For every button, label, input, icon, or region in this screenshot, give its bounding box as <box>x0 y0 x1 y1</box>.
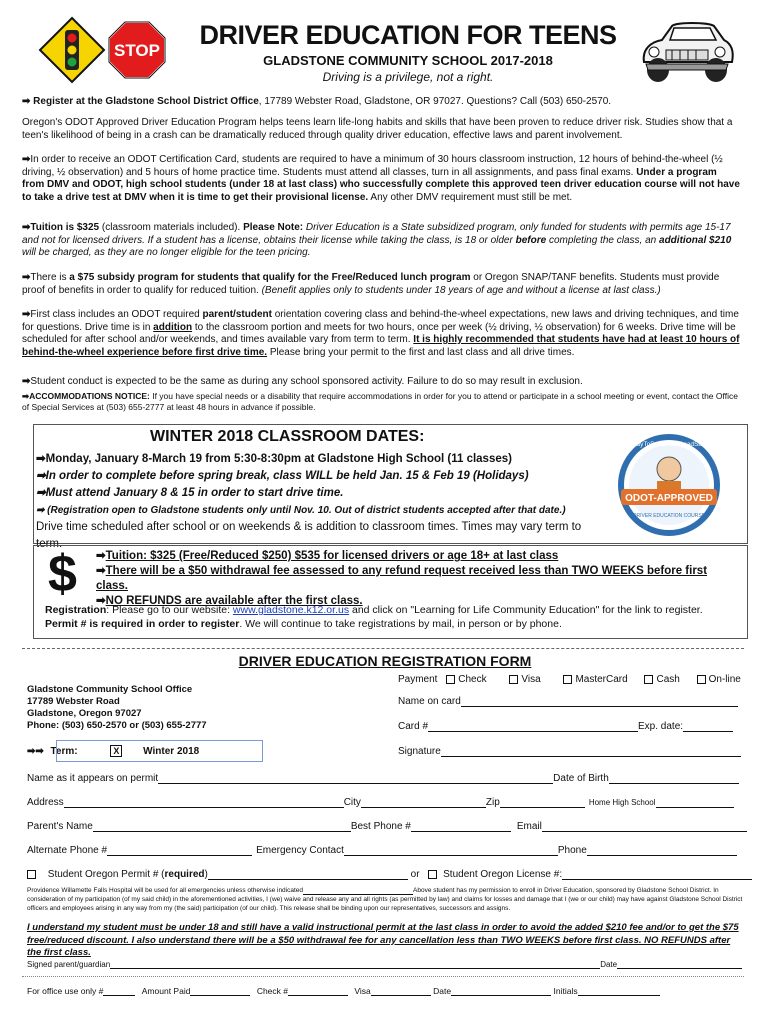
badge-main-text: ODOT-APPROVED <box>625 493 713 504</box>
website-link[interactable]: www.gladstone.k12.or.us <box>232 604 350 616</box>
name-on-card-field[interactable]: Name on card <box>398 696 738 707</box>
odot-approved-badge-icon <box>607 433 731 537</box>
form-title: DRIVER EDUCATION REGISTRATION FORM <box>238 653 532 669</box>
dollar-sign-icon: $ <box>48 545 77 603</box>
check-checkbox[interactable] <box>446 675 455 684</box>
arrow-icon: ➡ <box>36 505 45 516</box>
stop-sign-text: STOP <box>114 41 160 60</box>
dates-line-5: Drive time scheduled after school or on weekends & is addition to classroom times. Times may vary term to term. <box>36 521 582 550</box>
dates-line-1: ➡Monday, January 8-March 19 from 5:30-8:30pm at Gladstone High School (11 classes) <box>36 453 512 465</box>
office-use-row: For office use only # Amount Paid Check # Visa Date Initials <box>27 985 660 996</box>
permit-checkbox[interactable] <box>27 870 36 879</box>
dates-heading: WINTER 2018 CLASSROOM DATES: <box>150 428 425 445</box>
oregon-paragraph: Oregon's ODOT Approved Driver Education Program helps teens learn life-long habits and skills that have been proven to reduce driver risk. Studies show that a teen's likelihood of being in a crash can be dramatically reduced through quality driver education, effective laws and parent involvement. <box>22 117 733 141</box>
arrow-icon: ➡ <box>22 96 31 107</box>
term-box <box>56 740 263 762</box>
fee-line-3: ➡NO REFUNDS are available after the first class. <box>96 595 363 607</box>
signature-field[interactable]: Signature <box>398 746 741 757</box>
parent-field[interactable]: Parent's Name Best Phone # Email <box>27 821 747 832</box>
first-class-paragraph: ➡First class includes an ODOT required parent/student orientation covering class and behind-the-wheel expectations, new laws and driving techniques, and time for questions. Drive time is in addition to the classroom portion and meets for two hours, once per week (½ driving, ½ observation) for 6 weeks. Drive time will be scheduled for after school and/or weekends, and times available vary from term to term. It is highly recommended that students have had at least 10 hours of behind-the-wheel experience before first drive time. Please bring your permit to the first and last class and all drive times. <box>22 309 740 358</box>
accommodations-paragraph: ➡ACCOMMODATIONS NOTICE: If you have special needs or a disability that require accommodations in order for you to attend or participate in a school meeting or event, contact the Office of Special Services at (503) 655-2777 at least 48 hours in advance if possible. <box>22 391 738 412</box>
fee-line-1: ➡Tuition: $325 (Free/Reduced $250) $535 for licensed drivers or age 18+ at last class <box>96 550 559 562</box>
register-address: , 17789 Webster Road, Gladstone, OR 97027. Questions? Call (503) 650-2570. <box>258 96 612 107</box>
signed-field[interactable]: Signed parent/guardian Date <box>27 960 742 969</box>
mastercard-checkbox[interactable] <box>563 675 572 684</box>
term-checkbox[interactable]: X <box>110 745 122 757</box>
badge-bottom-text: DRIVER EDUCATION COURSE <box>632 513 706 519</box>
traffic-light-sign-icon <box>38 16 106 84</box>
dates-list <box>36 451 606 553</box>
cartoon-car-icon <box>636 16 738 86</box>
dates-line-4: ➡ (Registration open to Gladstone students only until Nov. 10. Out of district students accepted after that date.) <box>36 505 566 516</box>
name-permit-field[interactable]: Name as it appears on permit Date of Birth <box>27 773 739 784</box>
dates-line-2: ➡In order to complete before spring break, class WILL be held Jan. 15 & Feb 19 (Holidays) <box>36 470 529 482</box>
subsidy-paragraph: ➡There is a $75 subsidy program for students that qualify for the Free/Reduced lunch program or Oregon SNAP/TANF benefits. Students must provide proof of benefits in order to qualify for reduced tuition. (Benefit applies only to students under 18 years of age and without a license at last class.) <box>22 272 720 296</box>
arrow-icon: ➡ <box>22 272 31 283</box>
badge-top-text: WayToDriveWithRoadSafe <box>630 441 708 448</box>
register-location: Register at the Gladstone School District Office <box>33 96 259 107</box>
page-subtitle: GLADSTONE COMMUNITY SCHOOL 2017-2018 <box>263 53 553 68</box>
arrow-icon: ➡ <box>22 309 31 320</box>
arrow-icon: ➡ <box>36 470 46 482</box>
alternate-phone-field[interactable]: Alternate Phone # Emergency Contact Phone <box>27 845 737 856</box>
conduct-paragraph: ➡Student conduct is expected to be the same as during any school sponsored activity. Failure to do so may result in exclusion. <box>22 376 583 387</box>
arrow-icon: ➡ <box>22 222 31 233</box>
dates-line-3: ➡Must attend January 8 & 15 in order to start drive time. <box>36 487 344 499</box>
term-value: Winter 2018 <box>143 746 200 757</box>
arrow-icon: ➡ <box>36 487 46 499</box>
term-row: ➡➡ Term: X Winter 2018 <box>27 746 200 757</box>
dmv-note: Under a program from DMV and ODOT, high school students (under 18 at last class) who successfully complete this approved teen driver education course will not have to take a drive test at DMV when it is time to get their provisional license. <box>22 166 740 203</box>
page-title: DRIVER EDUCATION FOR TEENS <box>199 20 617 50</box>
permit-number-field[interactable]: Student Oregon Permit # (required) or Student Oregon License #: <box>27 869 752 880</box>
arrow-icon: ➡ <box>22 376 31 387</box>
arrow-icon: ➡ <box>96 550 106 562</box>
license-checkbox[interactable] <box>428 870 437 879</box>
fee-line-2: ➡There will be a $50 withdrawal fee assessed to any refund request received less than TWO WEEKS before first class. <box>96 565 708 592</box>
waiver-text: Providence Willamette Falls Hospital will be used for all emergencies unless otherwise indicated Above student has my permission to enroll in Driver Education, sponsored by Gladstone School District. In consideration of my participation (of my said child) in the aforementioned activities, I (we) waive and release any and all rights (as permitted by law) and claims for losses and damage that I (we or our child) may have against Gladstone School District officers and employees arising in any way from my (the said) participation (of our child). This release shall be binding upon our representatives, successors and assigns. <box>27 887 743 912</box>
registration-info: Registration: Please go to our website: www.gladstone.k12.or.us and click on "Learning for Life Community Education" for the link to register. Permit # is required in order to register. We will continue to take registrations by mail, in person or by phone. <box>45 604 703 630</box>
arrow-icon: ➡ <box>22 391 30 401</box>
online-checkbox[interactable] <box>697 675 706 684</box>
arrow-icon: ➡ <box>96 595 106 607</box>
tuition-paragraph: ➡Tuition is $325 (classroom materials included). Please Note: Driver Education is a State subsidized program, only funded for students with permits age 15-17 and not for licensed drivers. If a student has a license, obtains their license while taking the class, is 18 or older before completing the class, an additional $210 will be charged, as they are no longer eligible for the teen pricing. <box>22 222 732 258</box>
address-field[interactable]: Address City Zip Home High School <box>27 797 734 808</box>
arrow-icon: ➡ <box>22 154 31 165</box>
stop-sign-icon <box>107 20 167 80</box>
visa-checkbox[interactable] <box>509 675 518 684</box>
register-paragraph <box>22 96 740 109</box>
understanding-statement: I understand my student must be under 18 and still have a valid instructional permit at the last class in order to avoid the added $210 fee and/or to get the $75 free/reduced discount. I also understand there will be a $50 withdrawal fee for any cancellation less than TWO WEEKS before first class. NO REFUNDS after the first class. <box>27 922 739 958</box>
arrow-icon: ➡ <box>36 453 46 465</box>
certification-paragraph: ➡In order to receive an ODOT Certification Card, students are required to have a minimum of 30 hours classroom instruction, 12 hours of behind-the-wheel (½ driving, ½ observation) and 5 hours of home practice time. Students must attend all classes, turn in all assignments, and pass final exams. Under a program from DMV and ODOT, high school students (under 18 at last class) who successfully complete this approved teen driver education course will not have to take a drive test at DMV when it is time to get their provisional license. Any other DMV requirement must still be met. <box>22 154 740 203</box>
cash-checkbox[interactable] <box>644 675 653 684</box>
cut-divider <box>22 648 744 649</box>
arrow-icon: ➡ <box>96 565 106 577</box>
fees-list <box>96 549 736 609</box>
tagline: Driving is a privilege, not a right. <box>322 70 494 84</box>
payment-options: Payment Check Visa MasterCard Cash On-line <box>398 674 741 685</box>
office-address: Gladstone Community School Office 17789 Webster Road Gladstone, Oregon 97027 Phone: (503) 650-2570 or (503) 655-2777 <box>27 684 207 731</box>
card-number-field[interactable]: Card # Exp. date: <box>398 721 733 732</box>
double-arrow-icon: ➡➡ <box>27 746 44 757</box>
office-divider <box>22 976 744 977</box>
